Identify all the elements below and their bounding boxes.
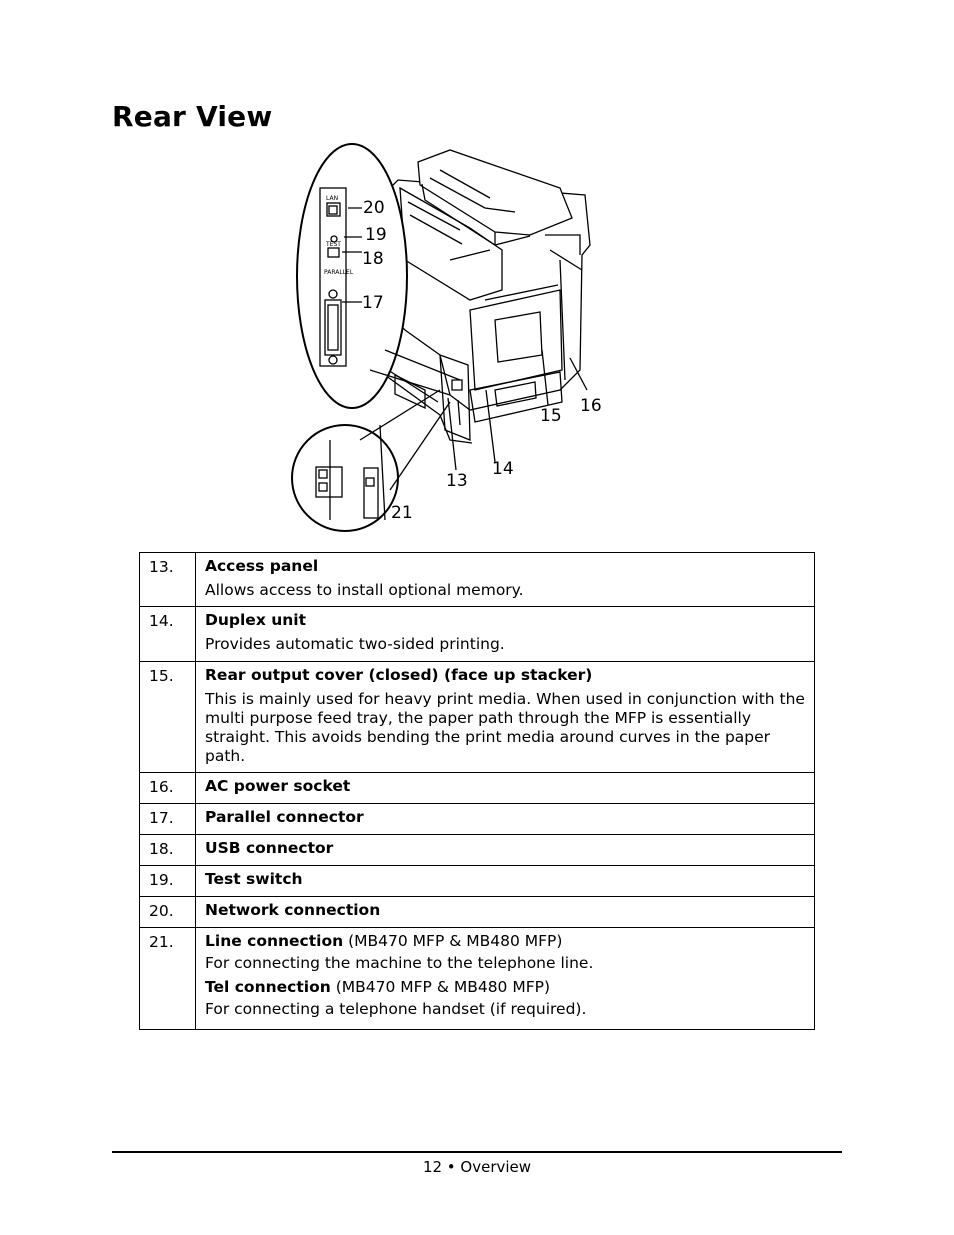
table-row bbox=[140, 607, 815, 662]
row-title: Access panel bbox=[205, 557, 319, 575]
callout-18: 18 bbox=[362, 249, 384, 269]
row-title: Parallel connector bbox=[205, 808, 364, 826]
row-number: 21. bbox=[140, 928, 196, 1030]
rear-view-parts-table bbox=[139, 552, 815, 1030]
lan-label: LAN bbox=[326, 195, 339, 202]
row-description: Provides automatic two-sided printing. bbox=[205, 635, 505, 653]
row-description: For connecting the machine to the telephone line. bbox=[205, 954, 594, 972]
line-connector-magnifier bbox=[292, 425, 398, 531]
row-number: 17. bbox=[140, 804, 196, 835]
callout-15: 15 bbox=[540, 406, 562, 426]
row-number: 20. bbox=[140, 897, 196, 928]
test-label: TEST bbox=[326, 241, 341, 248]
callout-19: 19 bbox=[365, 225, 387, 245]
table-row bbox=[140, 804, 815, 835]
connector-magnifier bbox=[297, 144, 407, 408]
callout-21: 21 bbox=[391, 503, 413, 523]
row-number: 15. bbox=[140, 662, 196, 773]
row-title: Line connection bbox=[205, 932, 344, 950]
row-number: 16. bbox=[140, 773, 196, 804]
callout-16: 16 bbox=[580, 396, 602, 416]
parallel-label: PARALLEL bbox=[324, 269, 354, 276]
row-description: Allows access to install optional memory. bbox=[205, 581, 524, 599]
row-description-2: For connecting a telephone handset (if required). bbox=[205, 1000, 587, 1018]
table-row bbox=[140, 835, 815, 866]
row-number: 19. bbox=[140, 866, 196, 897]
table-row bbox=[140, 662, 815, 773]
row-title: USB connector bbox=[205, 839, 334, 857]
table-row bbox=[140, 897, 815, 928]
page-title: Rear View bbox=[112, 100, 273, 133]
row-title: AC power socket bbox=[205, 777, 351, 795]
row-title: Rear output cover (closed) (face up stacker) bbox=[205, 666, 593, 684]
callout-17: 17 bbox=[362, 293, 384, 313]
callout-20: 20 bbox=[363, 198, 385, 218]
row-title: Test switch bbox=[205, 870, 303, 888]
table-row bbox=[140, 553, 815, 607]
rear-view-figure bbox=[290, 140, 620, 532]
table-row bbox=[140, 773, 815, 804]
row-number: 13. bbox=[140, 553, 196, 607]
table-row bbox=[140, 928, 815, 1030]
row-model-note-2: (MB470 MFP & MB480 MFP) bbox=[335, 978, 551, 996]
callout-13: 13 bbox=[446, 471, 468, 491]
row-model-note: (MB470 MFP & MB480 MFP) bbox=[348, 932, 563, 950]
row-subtitle: Tel connection bbox=[205, 978, 331, 996]
table-row bbox=[140, 866, 815, 897]
callout-14: 14 bbox=[492, 459, 514, 479]
footer-rule bbox=[112, 1151, 842, 1153]
row-description: This is mainly used for heavy print media. When used in conjunction with the multi purpose feed tray, the paper path through the MFP is essentially straight. This avoids bending the print media around curves in the paper path. bbox=[205, 690, 805, 765]
row-number: 14. bbox=[140, 607, 196, 662]
page-footer: 12 • Overview bbox=[422, 1158, 532, 1176]
row-number: 18. bbox=[140, 835, 196, 866]
row-title: Network connection bbox=[205, 901, 381, 919]
row-title: Duplex unit bbox=[205, 611, 307, 629]
